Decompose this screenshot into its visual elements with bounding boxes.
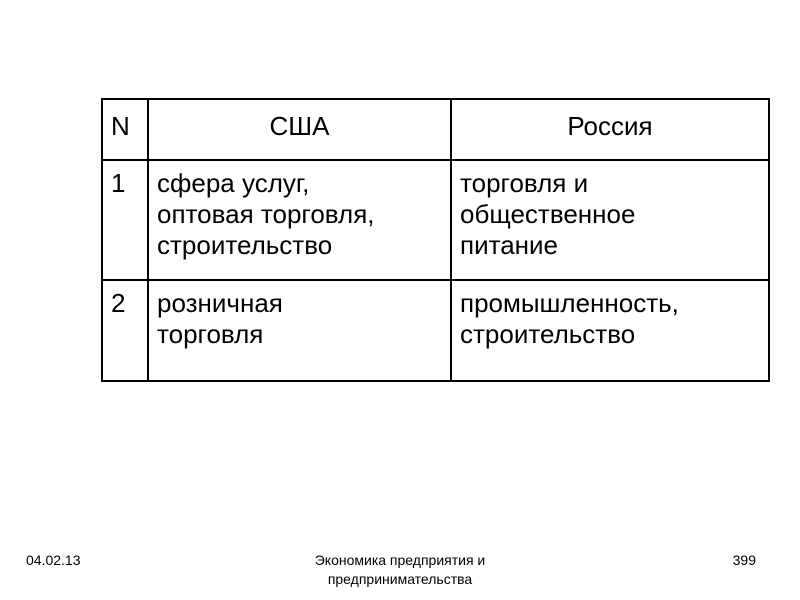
header-usa: США: [148, 99, 451, 160]
footer-title-line: Экономика предприятия и: [314, 552, 486, 568]
footer-title-line: предпринимательства: [327, 571, 473, 587]
table-header-row: [102, 99, 769, 160]
row-number: 2: [102, 280, 148, 381]
cell-line: питание: [460, 230, 559, 260]
russia-cell: [451, 280, 769, 381]
usa-cell: [148, 160, 451, 280]
table-row: [102, 280, 769, 381]
page-number: 399: [732, 552, 756, 568]
footer-title: [260, 551, 540, 589]
cell-line: оптовая торговля,: [157, 199, 375, 229]
cell-line: розничная: [157, 288, 283, 318]
cell-line: торговля и: [460, 168, 589, 198]
row-number: 1: [102, 160, 148, 280]
cell-line: промышленность,: [460, 288, 679, 318]
table-row: [102, 160, 769, 280]
footer-date: 04.02.13: [26, 552, 81, 568]
cell-line: сфера услуг,: [157, 168, 310, 198]
comparison-table: [101, 98, 770, 382]
usa-cell: [148, 280, 451, 381]
header-number: N: [102, 99, 148, 160]
cell-line: общественное: [460, 199, 636, 229]
cell-line: строительство: [157, 230, 333, 260]
cell-line: строительство: [460, 319, 636, 349]
header-russia: Россия: [451, 99, 769, 160]
cell-line: торговля: [157, 319, 264, 349]
russia-cell: [451, 160, 769, 280]
